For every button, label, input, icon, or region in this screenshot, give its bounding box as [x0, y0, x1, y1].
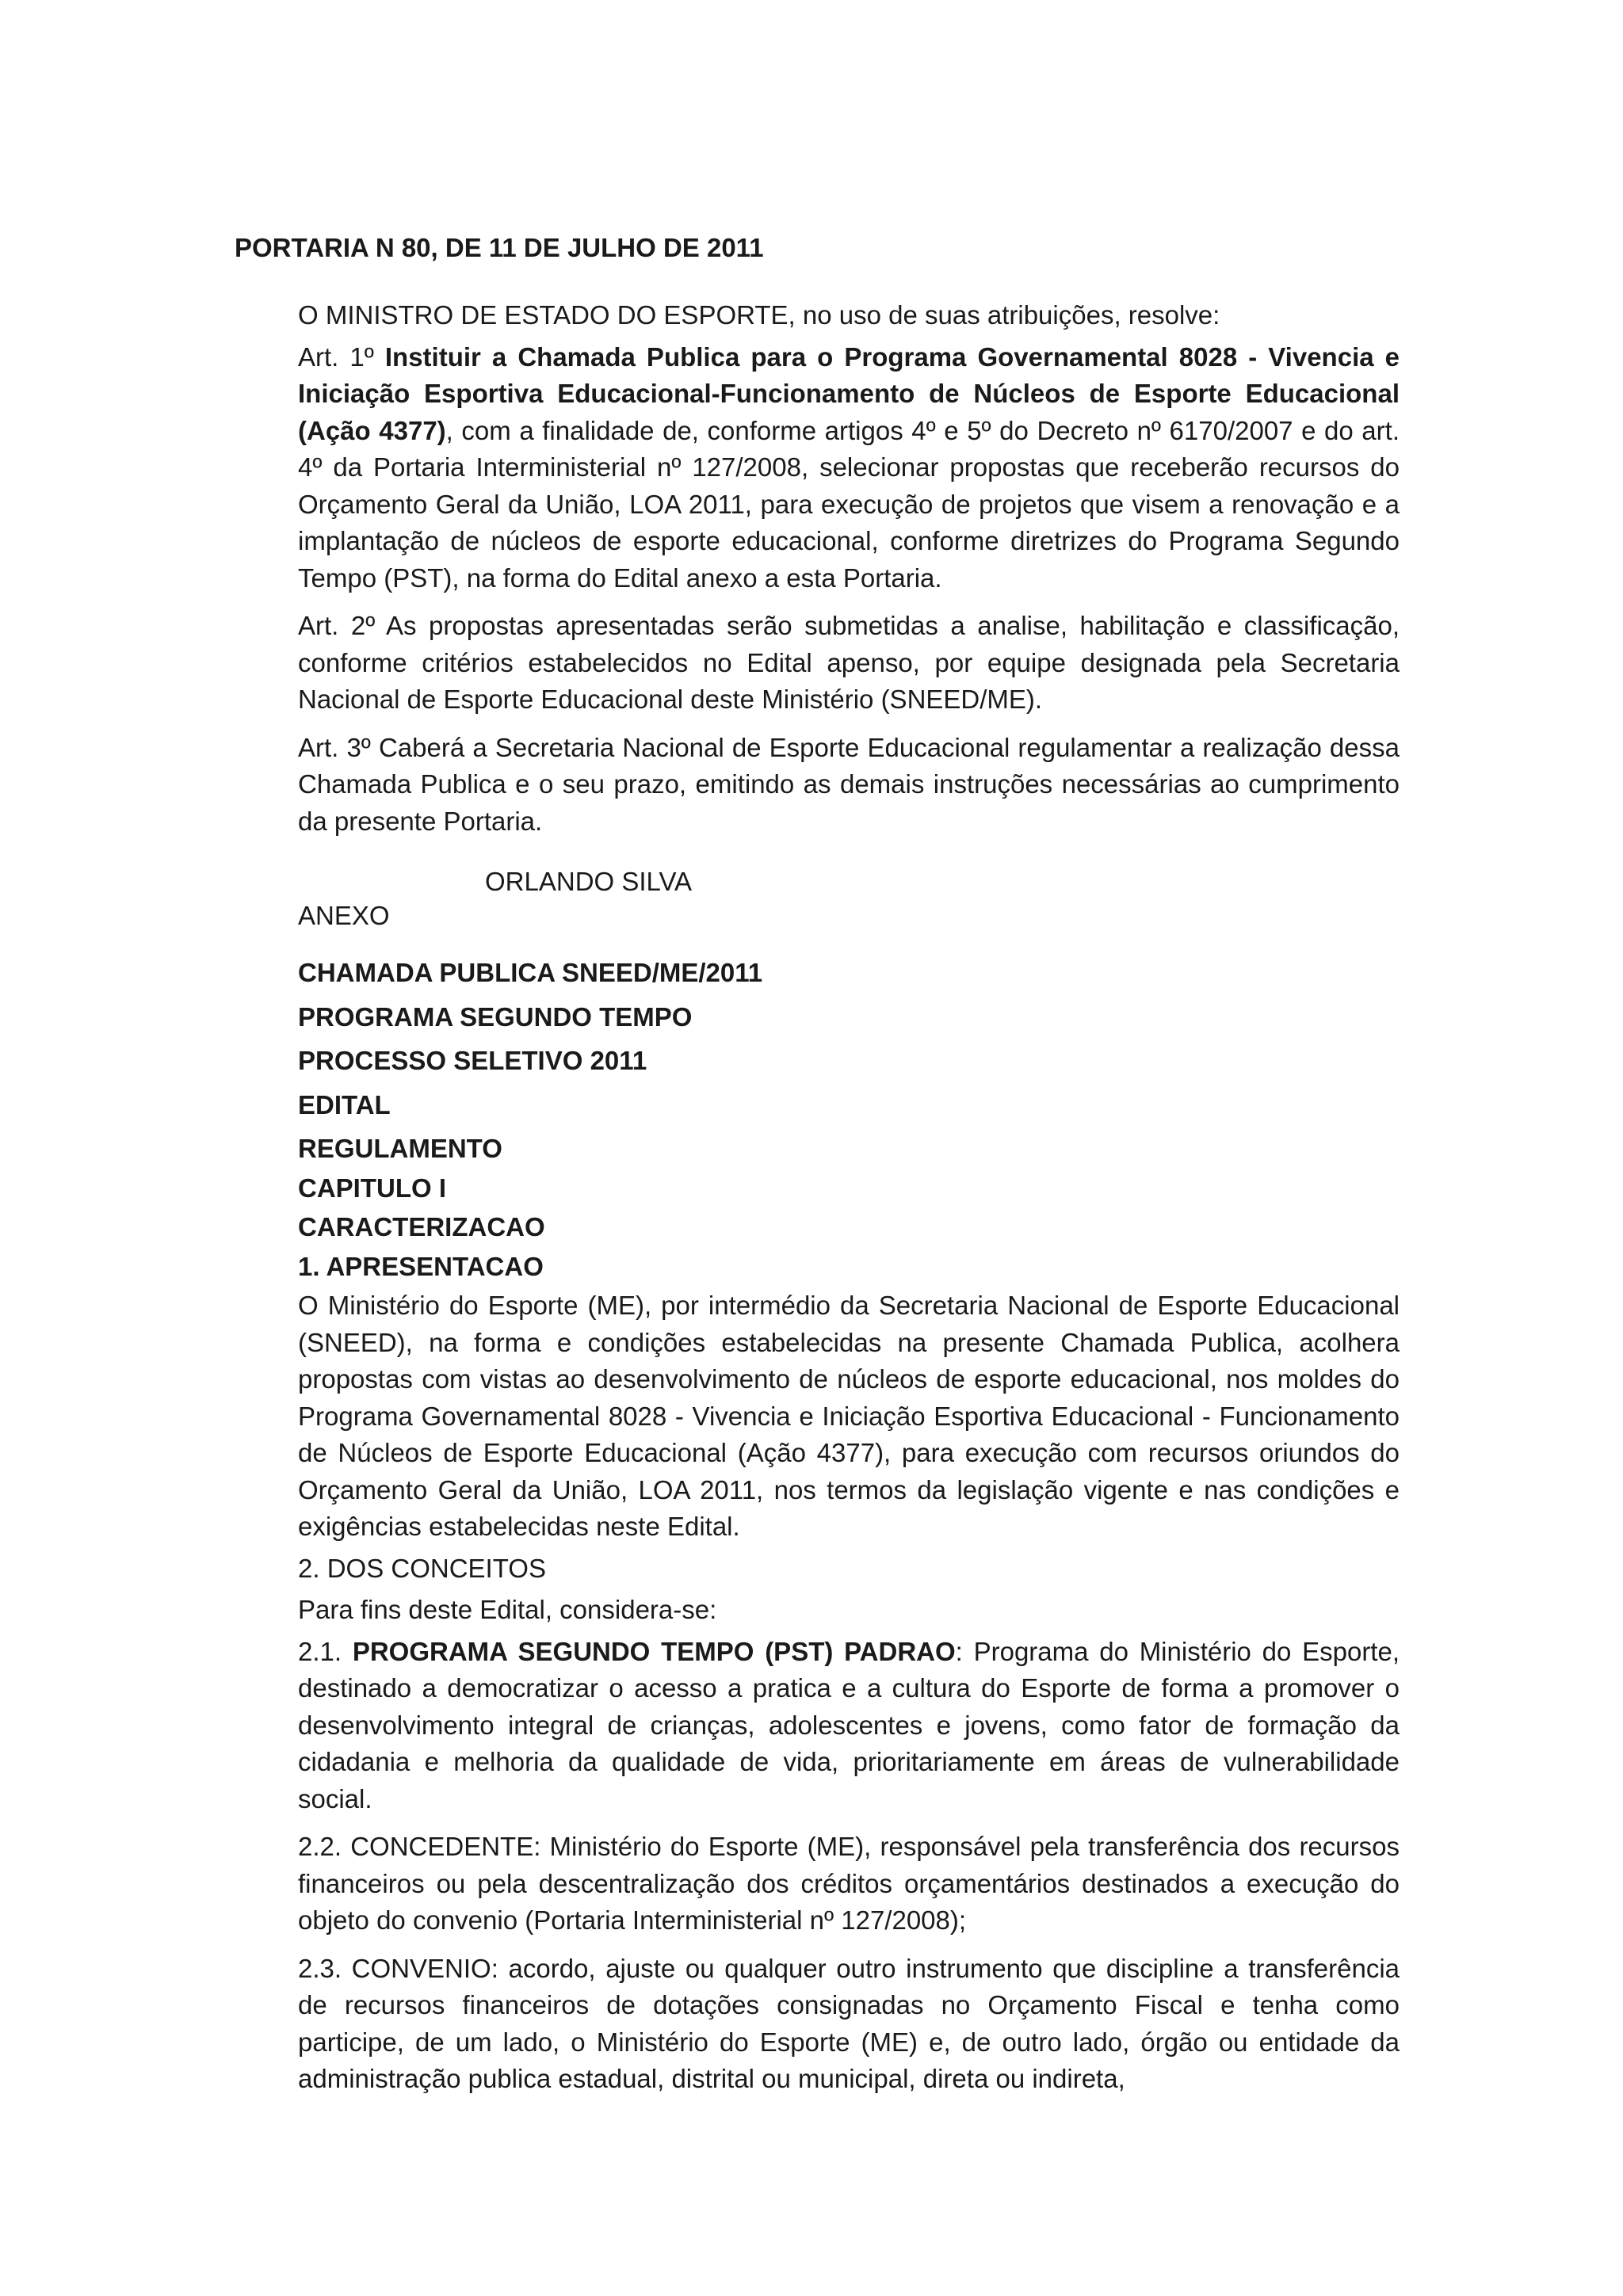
document-body: [298, 297, 1400, 2109]
item-2-2: 2.2. CONCEDENTE: Ministério do Esporte (ME), responsável pela transferência dos recursos financeiros ou pela descentralização dos créditos orçamentários destinados a execução do objeto do convenio (Portaria Interministerial nº 127/2008);: [298, 1832, 1400, 1935]
document-title: PORTARIA N 80, DE 11 DE JULHO DE 2011: [235, 233, 764, 262]
heading-apresentacao: 1. APRESENTACAO: [298, 1251, 544, 1281]
heading-capitulo: CAPITULO I: [298, 1173, 446, 1203]
heading-processo: PROCESSO SELETIVO 2011: [298, 1046, 647, 1075]
item-2-1: [298, 1634, 1400, 1818]
heading-programa: PROGRAMA SEGUNDO TEMPO: [298, 1001, 693, 1032]
conceitos-heading: 2. DOS CONCEITOS: [298, 1553, 546, 1583]
conceitos-intro: Para fins deste Edital, considera-se:: [298, 1595, 717, 1624]
item-2-1-number: 2.1.: [298, 1636, 342, 1666]
signer-name: ORLANDO SILVA: [485, 867, 693, 896]
article-1-text: , com a finalidade de, conforme artigos 4º e 5º do Decreto nº 6170/2007 e do art. 4º da Portaria Interministerial nº 127/2008, selecionar propostas que receberão recursos do Orçamento Geral da União, LOA 2011, para execução de projetos que visem a renovação e a implantação de núcleos de esporte educacional, conforme diretrizes do Programa Segundo Tempo (PST), na forma do Edital anexo a esta Portaria.: [298, 415, 1400, 593]
heading-chamada: CHAMADA PUBLICA SNEED/ME/2011: [298, 958, 763, 987]
article-2: Art. 2º As propostas apresentadas serão submetidas a analise, habilitação e classificação, conforme critérios estabelecidos no Edital apenso, por equipe designada pela Secretaria Nacional de Esporte Educacional deste Ministério (SNEED/ME).: [298, 611, 1400, 714]
article-3: Art. 3º Caberá a Secretaria Nacional de Esporte Educacional regulamentar a realização dessa Chamada Publica e o seu prazo, emitindo as demais instruções necessárias ao cumprimento da presente Portaria.: [298, 732, 1400, 836]
anexo-label: ANEXO: [298, 900, 390, 930]
article-1-prefix: Art. 1º: [298, 341, 374, 372]
item-2-1-bold-text: PROGRAMA SEGUNDO TEMPO (PST) PADRAO: [352, 1636, 956, 1666]
heading-regulamento: REGULAMENTO: [298, 1134, 502, 1163]
item-2-3: 2.3. CONVENIO: acordo, ajuste ou qualquer outro instrumento que discipline a transferência de recursos financeiros de dotações consignadas no Orçamento Fiscal e tenha como participe, de um lado, o Ministério do Esporte (ME) e, de outro lado, órgão ou entidade da administração publica estadual, distrital ou municipal, direta ou indireta,: [298, 1953, 1400, 2093]
item-2-1-text: : Programa do Ministério do Esporte, destinado a democratizar o acesso a pratica e a cultura do Esporte de forma a promover o desenvolvimento integral de crianças, adolescentes e jovens, como fator de formação da cidadania e melhoria da qualidade de vida, prioritariamente em áreas de vulnerabilidade social.: [298, 1636, 1400, 1814]
heading-edital: EDITAL: [298, 1089, 391, 1119]
article-1: [298, 339, 1400, 597]
apresentacao-paragraph: O Ministério do Esporte (ME), por intermédio da Secretaria Nacional de Esporte Educacional (SNEED), na forma e condições estabelecidas na presente Chamada Publica, acolhera propostas com vistas ao desenvolvimento de núcleos de esporte educacional, nos moldes do Programa Governamental 8028 - Vivencia e Iniciação Esportiva Educacional - Funcionamento de Núcleos de Esporte Educacional (Ação 4377), para execução com recursos oriundos do Orçamento Geral da União, LOA 2011, nos termos da legislação vigente e nas condições e exigências estabelecidas neste Edital.: [298, 1291, 1400, 1541]
article-1-bold-text: Instituir a Chamada Publica para o Programa Governamental 8028 - Vivencia e Iniciação Esportiva Educacional-Funcionamento de Núcleos de Esporte Educacional (Ação 4377): [298, 341, 1400, 445]
intro-paragraph: O MINISTRO DE ESTADO DO ESPORTE, no uso de suas atribuições, resolve:: [298, 300, 1220, 330]
heading-caracterizacao: CARACTERIZACAO: [298, 1212, 545, 1241]
